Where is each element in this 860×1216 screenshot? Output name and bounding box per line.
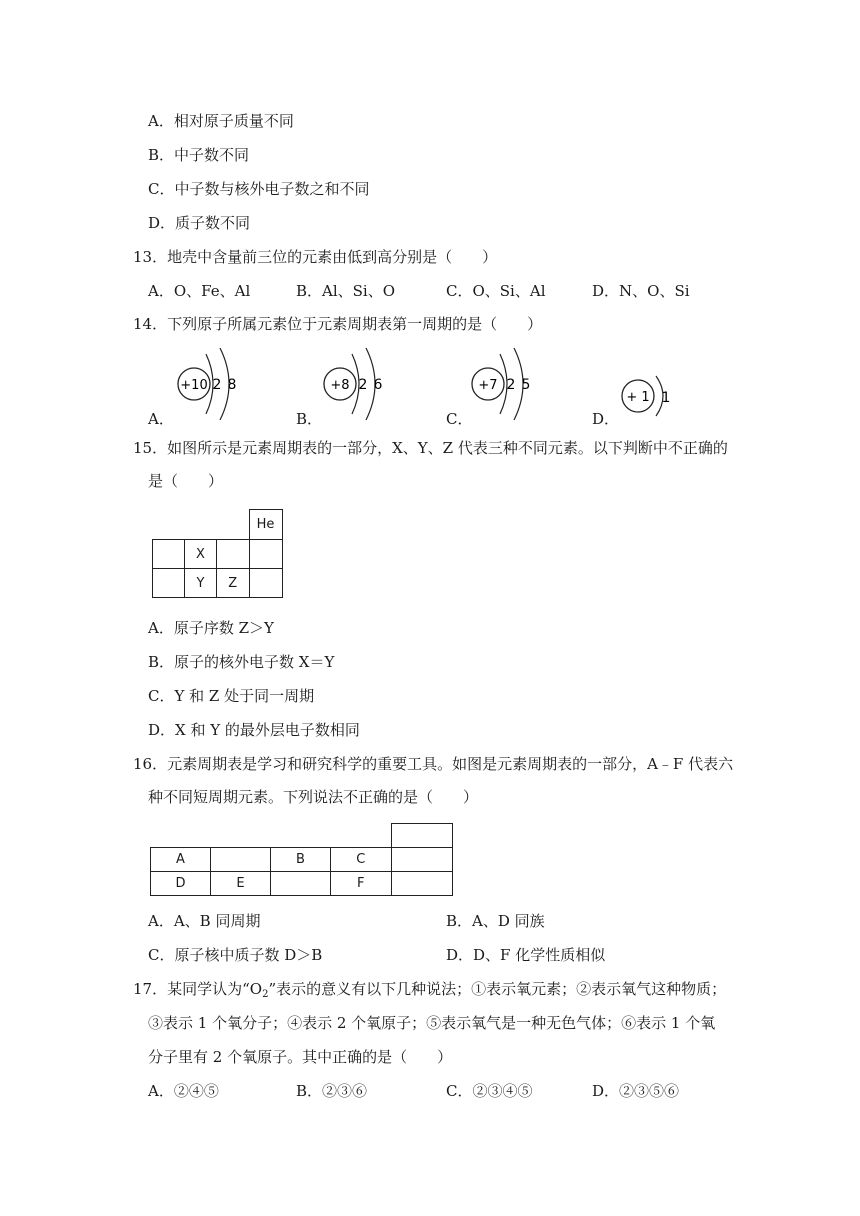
nucleus-charge-a: +10 bbox=[180, 378, 208, 393]
cell-y: Y bbox=[185, 569, 217, 598]
cell-f: F bbox=[331, 872, 392, 896]
q15-stem-line2: 是（ ） bbox=[148, 472, 224, 490]
q15-option-c: C．Y 和 Z 处于同一周期 bbox=[148, 687, 315, 705]
q12-option-b: B．中子数不同 bbox=[148, 146, 250, 164]
q16-periodic-table bbox=[150, 823, 453, 896]
cell-z: Z bbox=[217, 569, 250, 598]
atom-diagram-a bbox=[168, 342, 248, 422]
q15-periodic-table bbox=[152, 509, 283, 598]
q12-option-d: D．质子数不同 bbox=[148, 214, 251, 232]
q12-option-a: A．相对原子质量不同 bbox=[148, 112, 294, 130]
shell-electrons-a-1: 2 bbox=[212, 377, 222, 393]
cell-he: He bbox=[249, 510, 282, 540]
q17-option-b: B．②③⑥ bbox=[296, 1082, 368, 1100]
cell-e: E bbox=[211, 872, 271, 896]
q16-stem-line2: 种不同短周期元素。下列说法不正确的是（ ） bbox=[148, 788, 479, 806]
shell-electrons-b-2: 6 bbox=[373, 377, 383, 393]
q17-stem-line2: ③表示 1 个氧分子；④表示 2 个氧原子；⑤表示氧气是一种无色气体；⑥表示 1 个氧 bbox=[148, 1014, 716, 1032]
cell-c: C bbox=[331, 848, 392, 872]
q15-option-b: B．原子的核外电子数 X＝Y bbox=[148, 653, 335, 671]
q17-option-c: C．②③④⑤ bbox=[446, 1082, 533, 1100]
q14-option-a-key: A． bbox=[148, 410, 174, 428]
q12-option-c: C．中子数与核外电子数之和不同 bbox=[148, 180, 370, 198]
q14-option-b-key: B． bbox=[296, 410, 323, 428]
q17-option-d: D．②③⑤⑥ bbox=[592, 1082, 680, 1100]
q16-option-b: B．A、D 同族 bbox=[446, 912, 545, 930]
q17-stem-line1: 17．某同学认为“$O_2$”表示的意义有以下几种说法；①表示氧元素；②表示氧气这种物质； bbox=[133, 980, 727, 1000]
shell-electrons-b-1: 2 bbox=[358, 377, 368, 393]
cell-x: X bbox=[185, 540, 217, 569]
atom-diagram-b bbox=[318, 342, 398, 422]
q17-option-a: A．②④⑤ bbox=[148, 1082, 219, 1100]
cell-b: B bbox=[271, 848, 331, 872]
q17-stem-line3: 分子里有 2 个氧原子。其中正确的是（ ） bbox=[148, 1048, 453, 1066]
q15-option-a: A．原子序数 Z＞Y bbox=[148, 619, 274, 637]
q14-stem: 14．下列原子所属元素位于元素周期表第一周期的是（ ） bbox=[133, 315, 543, 333]
atom-diagram-c bbox=[466, 342, 546, 422]
q16-option-d: D．D、F 化学性质相似 bbox=[446, 946, 606, 964]
atom-diagram-d bbox=[616, 370, 686, 426]
q16-stem-line1: 16．元素周期表是学习和研究科学的重要工具。如图是元素周期表的一部分，A﹣F 代表六 bbox=[133, 755, 734, 773]
q13-option-d: D．N、O、Si bbox=[592, 282, 690, 300]
shell-electrons-d-1: 1 bbox=[661, 390, 671, 406]
shell-electrons-a-2: 8 bbox=[227, 377, 237, 393]
q14-option-d-key: D． bbox=[592, 410, 620, 428]
q16-option-c: C．原子核中质子数 D＞B bbox=[148, 946, 323, 964]
nucleus-charge-d: + 1 bbox=[626, 390, 650, 405]
cell-d: D bbox=[151, 872, 211, 896]
q15-option-d: D．X 和 Y 的最外层电子数相同 bbox=[148, 721, 360, 739]
q15-stem-line1: 15．如图所示是元素周期表的一部分，X、Y、Z 代表三种不同元素。以下判断中不正确的 bbox=[133, 439, 728, 457]
q16-option-a: A．A、B 同周期 bbox=[148, 912, 261, 930]
q13-stem: 13．地壳中含量前三位的元素由低到高分别是（ ） bbox=[133, 248, 498, 266]
q14-option-c-key: C． bbox=[446, 410, 473, 428]
shell-electrons-c-1: 2 bbox=[506, 377, 516, 393]
cell-a: A bbox=[151, 848, 211, 872]
nucleus-charge-b: +8 bbox=[330, 378, 350, 393]
q13-option-a: A．O、Fe、Al bbox=[148, 282, 251, 300]
q13-option-c: C．O、Si、Al bbox=[446, 282, 546, 300]
nucleus-charge-c: +7 bbox=[478, 378, 498, 393]
q13-option-b: B．Al、Si、O bbox=[296, 282, 396, 300]
shell-electrons-c-2: 5 bbox=[521, 377, 531, 393]
